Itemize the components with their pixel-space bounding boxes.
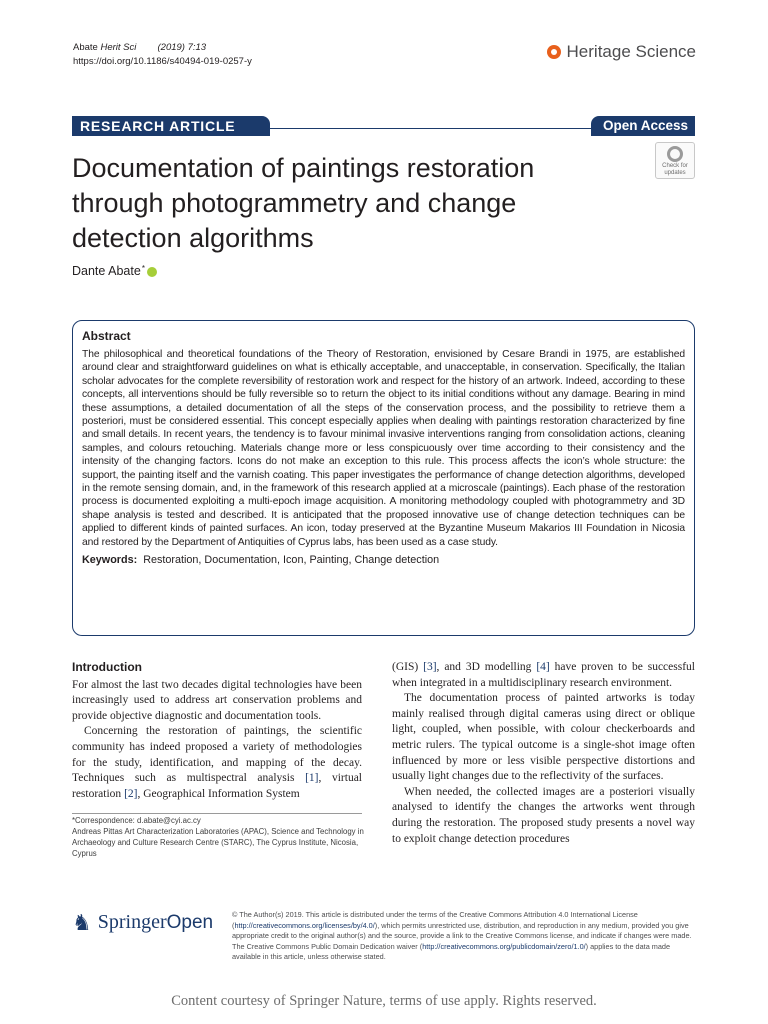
author-short: Abate [73,42,98,53]
research-article-badge: RESEARCH ARTICLE [72,116,270,136]
year-volume: (2019) 7:13 [157,42,207,53]
publisher-name: Springer [97,911,167,933]
heritage-science-logo-icon [547,45,561,59]
author-affiliation: Andreas Pittas Art Characterization Laboratories (APAC), Science and Technology in Archaeology and Culture Research Centre (STARC), The Cyprus Institute, Nicosia, Cyprus [72,827,364,858]
intro-paragraph-1: For almost the last two decades digital technologies have been increasingly used to address art conservation problems and provide objective diagnostic and documentation tools. [72,678,362,722]
running-header [73,41,252,69]
author-name[interactable]: Dante Abate [72,264,141,278]
keywords-label: Keywords: [82,554,138,567]
license-part-2: ), which permits unrestricted use, distribution, and reproduction in any medium, provided you give appropriate credit to the original author(s) and the source, provide a link to the Creative Commons license, and indicate if changes were made. The Creative Commons Public Domain Dedication waiver ( [232,920,692,951]
correspondence-email[interactable]: *Correspondence: d.abate@cyi.ac.cy [72,816,201,825]
author-mark: * [141,264,145,273]
orcid-icon[interactable] [147,267,157,277]
publisher-suffix: Open [166,912,214,933]
springer-wordmark [98,911,213,934]
citation-ref-2[interactable]: [2] [124,787,138,800]
article-title: Documentation of paintings restoration through photogrammetry and change detection algorithms [72,153,535,253]
journal-brand[interactable] [547,42,696,62]
section-heading-introduction: Introduction [72,660,142,674]
license-link-cc-by[interactable]: http://creativecommons.org/licenses/by/4.0/ [234,920,375,930]
author-line [72,264,157,278]
check-updates-icon [667,146,683,162]
check-for-updates-button[interactable] [655,142,695,179]
abstract-body: The philosophical and theoretical foundations of the Theory of Restoration, envisioned by Cesare Brandi in 1975, are established around clear and straightforward guidelines on what is ethically acceptable, and unacceptable, in conservation. Specifically, the Italian scholar advocates for the complete reversibility of restoration work and respect for the history of an artwork. Indeed, according to these concepts, all interventions should be fully reversible so to return the object to its initial conditions without any damage. Bearing in mind these assumptions, a detailed documentation of all the steps of the conservation process, and the possibility to retrieve them a posteriori, must be considered essential. This concept especially applies when dealing with paintings restoration characterized by fine and small details. In recent years, the tendency is to favour minimal invasive interventions ranging from consolidation actions, cleaning samples, and colours retouching. Materials change more or less conspicuously over time according to their consistency and the intensity of the changing factors. Icons do not make an exception to this rule. This process affects the icon’s whole structure: the support, the painting itself and the varnish coating. This paper investigates the performance of change detection algorithms, developed in the remote sensing domain, and, in the framework of this research applied at a microscale (paintings). Each phase of the restoration process is documented exploiting a multi-epoch image acquisition. A monitoring methodology coupled with photogrammetry and 3D shape analysis is tested and described. It is anticipated that the proposed innovative use of change detection techniques can be applied to different kinds of painted surfaces. An icon, today preserved at the Byzantine Museum Makarios III Foundation in Nicosia and restored by the Department of Antiquities of Cyprus labs, has been used as a case study. [82,349,685,548]
springer-open-logo[interactable] [72,911,213,934]
intro-r1-start: (GIS) [392,661,424,673]
citation-line [73,41,252,55]
springer-horse-icon: ♞ [72,909,92,935]
citation-ref-1[interactable]: [1] [305,772,319,785]
right-column [392,660,695,847]
keywords-list: Restoration, Documentation, Icon, Painting, Change detection [143,554,440,567]
left-column [72,660,362,802]
abstract-heading: Abstract [82,329,131,343]
footnote [72,815,372,859]
courtesy-notice: Content courtesy of Springer Nature, terms of use apply. Rights reserved. [171,993,597,1009]
intro-paragraph-2 [72,724,362,802]
citation-ref-3[interactable]: [3] [423,661,437,673]
keywords-line [82,553,685,567]
intro-p2-mid: , virtual restoration [72,772,362,800]
license-link-cc0[interactable]: http://creativecommons.org/publicdomain/zero/1.0/ [422,941,586,951]
footnote-divider [72,813,362,814]
intro-paragraph-3 [392,660,695,691]
license-text [232,910,696,963]
citation-ref-4[interactable]: [4] [536,661,550,673]
license-part-1: © The Author(s) 2019. This article is distributed under the terms of the Creative Commons Attribution 4.0 International License ( [232,910,638,930]
intro-r1-mid: , and 3D modelling [436,661,537,673]
abstract-box [72,320,695,636]
journal-name: Heritage Science [566,42,696,61]
intro-r1-end: have proven to be successful when integrated in a multidisciplinary research environment. [392,661,695,689]
check-updates-label: Check for updates [662,163,688,176]
doi-link[interactable]: https://doi.org/10.1186/s40494-019-0257-y [73,56,252,67]
intro-p2-end: , Geographical Information System [137,787,300,800]
intro-paragraph-4: The documentation process of painted artworks is today mainly realised through digital cameras using direct or oblique light, coupled, when possible, with colour checkerboards and metric rulers. The typical outcome is a single-shot image often influenced by more or less visible perspective distortions and usually light changes due to the reflectivity of the surfaces. [392,692,695,783]
open-access-badge: Open Access [591,116,695,136]
article-type-bar [72,116,695,136]
license-part-3: ) applies to the data made available in this article, unless otherwise stated. [232,941,671,961]
intro-p2-start: Concerning the restoration of paintings, the scientific community has indeed proposed a variety of methodologies for the study, identification, and mapping of the decay. Techniques such as multispectral analysis [72,725,362,785]
intro-paragraph-5: When needed, the collected images are a posteriori visually analysed to identify the changes the artworks went through during the restoration. The proposed study presents a novel way to exploit change detection procedures [392,785,695,845]
journal-abbrev: Herit Sci [100,42,137,53]
